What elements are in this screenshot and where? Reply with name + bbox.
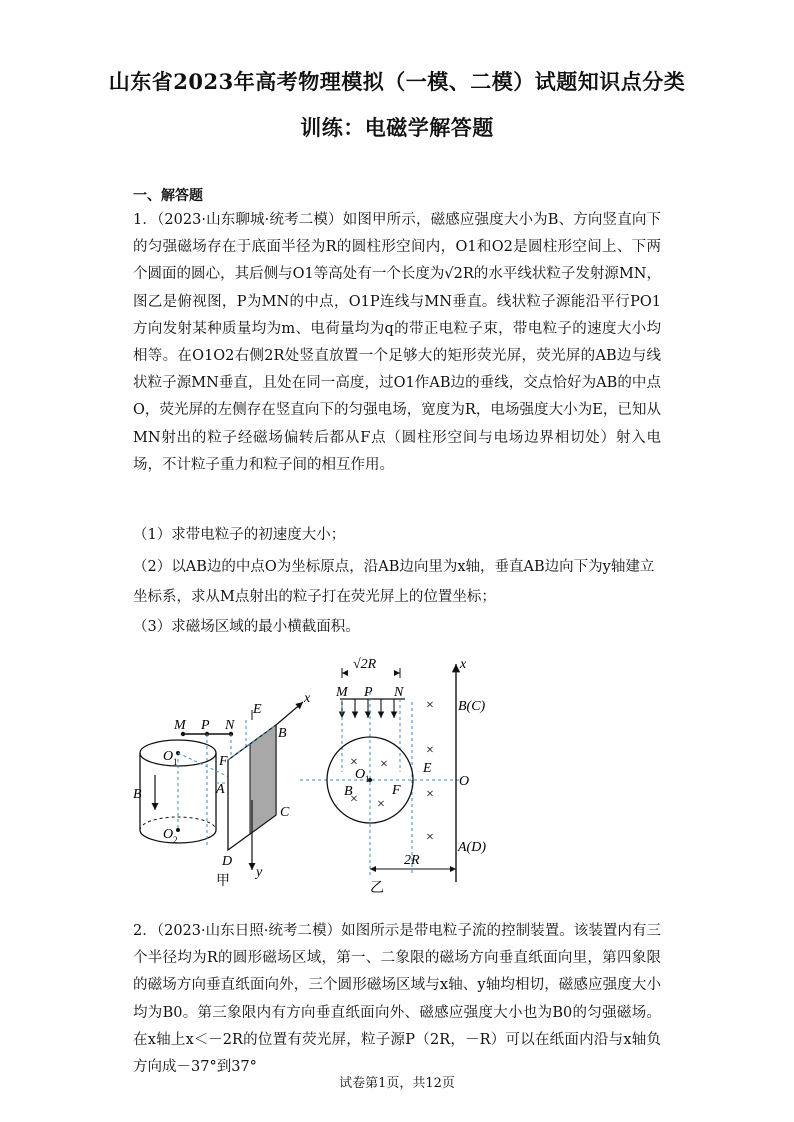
- label-B: B: [344, 784, 353, 799]
- figure-right: [300, 652, 500, 896]
- label-x: x: [460, 657, 467, 672]
- label-P: P: [364, 685, 373, 700]
- label-A: A: [216, 782, 225, 797]
- label-P: P: [201, 718, 210, 733]
- svg-text:×: ×: [377, 797, 385, 812]
- caption-right: 乙: [370, 881, 384, 896]
- label-E: E: [253, 702, 262, 717]
- label-D: D: [222, 854, 233, 869]
- label-M: M: [174, 718, 186, 733]
- label-F: F: [219, 754, 228, 769]
- label-2R: 2R: [404, 853, 420, 868]
- label-O: O: [459, 774, 470, 789]
- section-heading: 一、解答题: [133, 188, 203, 204]
- svg-text:×: ×: [426, 743, 434, 758]
- svg-text:×: ×: [426, 787, 434, 802]
- label-O1: O: [163, 749, 174, 764]
- label-C: C: [280, 805, 290, 820]
- label-F: F: [392, 783, 401, 798]
- question-1-sub2b: 坐标系，求从M点射出的粒子打在荧光屏上的位置坐标；: [133, 589, 496, 605]
- svg-text:×: ×: [426, 698, 434, 713]
- label-BC: B(C): [458, 699, 486, 714]
- label-E: E: [423, 761, 432, 776]
- question-2-text: 2．（2023·山东日照·统考二模）如图所示是带电粒子流的控制装置。该装置内有三个半径均为R的圆形磁场区域，第一、二象限的磁场方向垂直纸面向里，第四象限的磁场方向垂直纸面向外，三个圆形磁场区域与x轴、y轴均相切，磁感应强度大小均为B0。第三象限内有方向垂直纸面向外、磁感应强度大小也为B0的匀强磁场。在x轴上x＜－2R的位置有荧光屏，粒子源P（2R，－R）可以在纸面内沿与x轴负方向成－37°到37°: [133, 923, 661, 1076]
- figure-left: [128, 680, 328, 890]
- label-B-field: B: [133, 787, 142, 802]
- label-M: M: [336, 685, 348, 700]
- question-1-sub1: （1）求带电粒子的初速度大小；: [133, 527, 346, 543]
- page-footer: 试卷第1页，共12页: [339, 1076, 455, 1091]
- question-1-sub3: （3）求磁场区域的最小横截面积。: [133, 619, 360, 635]
- label-N: N: [225, 718, 235, 733]
- label-O1-sub: 1: [173, 757, 178, 767]
- label-AD: A(D): [458, 840, 486, 855]
- label-O2: O: [163, 827, 174, 842]
- svg-text:×: ×: [350, 792, 358, 807]
- question-1-sub2a: （2）以AB边的中点O为坐标原点，沿AB边向里为x轴，垂直AB边向下为y轴建立: [133, 559, 655, 575]
- caption-left: 甲: [216, 874, 230, 889]
- svg-text:×: ×: [380, 757, 388, 772]
- label-x: x: [304, 691, 311, 706]
- label-N: N: [394, 685, 404, 700]
- label-y: y: [256, 865, 263, 880]
- page-title-line1: 山东省2023年高考物理模拟（一模、二模）试题知识点分类: [108, 69, 686, 94]
- label-O2-sub: 2: [173, 835, 178, 845]
- label-O1-sub: 1: [365, 774, 370, 784]
- svg-text:×: ×: [350, 755, 358, 770]
- page-title-line2: 训练：电磁学解答题: [300, 115, 494, 140]
- label-O1: O: [355, 767, 366, 782]
- label-B: B: [278, 726, 287, 741]
- label-sqrt2R: √2R: [353, 657, 377, 672]
- svg-text:×: ×: [426, 830, 434, 845]
- question-1-text: 1．（2023·山东聊城·统考二模）如图甲所示，磁感应强度大小为B、方向竖直向下的匀强磁场存在于底面半径为R的圆柱形空间内，O1和O2是圆柱形空间上、下两个圆面的圆心，其后侧与O1等高处有一个长度为√2R的水平线状粒子发射源MN，图乙是俯视图，P为MN的中点，O1P连线与MN垂直。线状粒子源能沿平行PO1方向发射某种质量均为m、电荷量均为q的带正电粒子束，带电粒子的速度大小均相等。在O1O2右侧2R处竖直放置一个足够大的矩形荧光屏，荧光屏的AB边与线状粒子源MN垂直，且处在同一高度，过O1作AB边的垂线，交点恰好为AB的中点O，荧光屏的左侧存在竖直向下的匀强电场，宽度为R，电场强度大小为E，已知从MN射出的粒子经磁场偏转后都从F点（圆柱形空间与电场边界相切处）射入电场，不计粒子重力和粒子间的相互作用。: [133, 212, 661, 473]
